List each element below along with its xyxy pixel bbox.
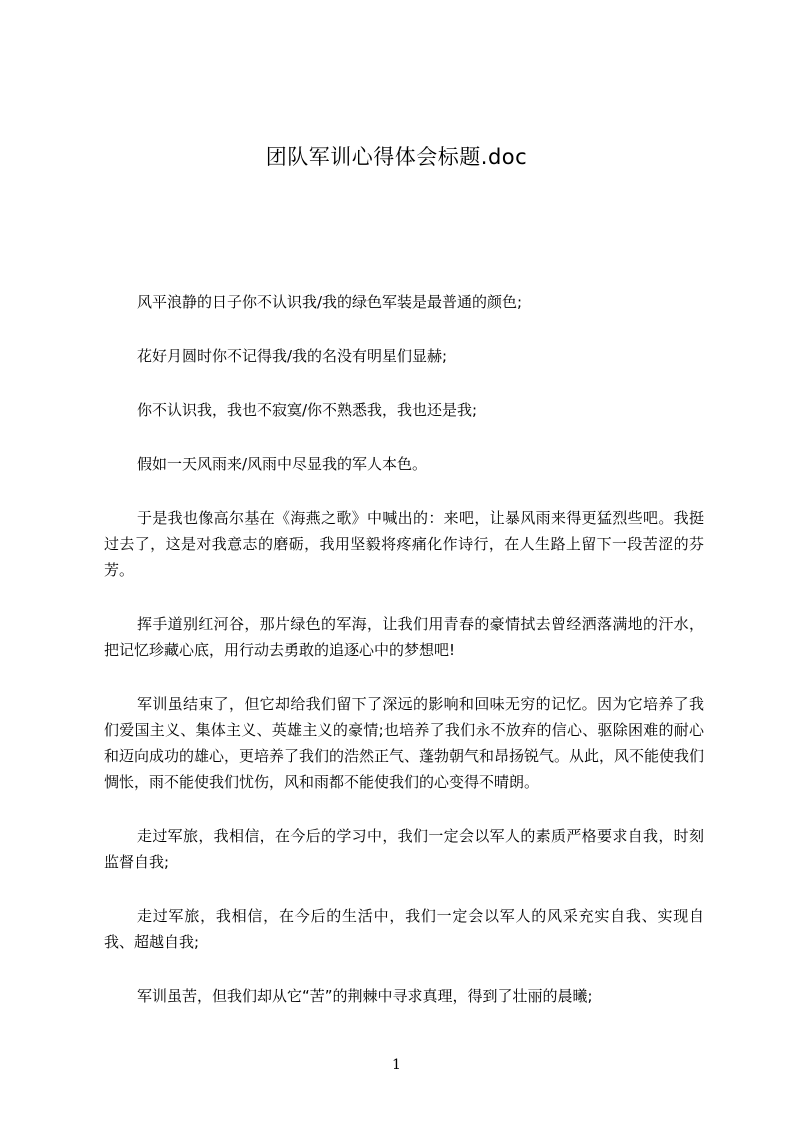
paragraph: 于是我也像高尔基在《海燕之歌》中喊出的：来吧，让暴风雨来得更猛烈些吧。我挺过去了，这是对我意志的磨砺，我用坚毅将疼痛化作诗行，在人生路上留下一段苦涩的芬芳。 (104, 509, 704, 579)
document-body (104, 289, 704, 1037)
document-title: 团队军训心得体会标题.doc (265, 145, 528, 169)
paragraph: 风平浪静的日子你不认识我/我的绿色军装是最普通的颜色; (137, 293, 523, 311)
paragraph: 军训虽结束了，但它却给我们留下了深远的影响和回味无穷的记忆。因为它培养了我们爱国主义、集体主义、英雄主义的豪情;也培养了我们永不放弃的信心、驱除困难的耐心和迈向成功的雄心，更培养了我们的浩然正气、蓬勃朝气和昂扬锐气。从此，风不能使我们惆怅，雨不能使我们忧伤，风和雨都不能使我们的心变得不晴朗。 (104, 695, 705, 791)
paragraph: 挥手道别红河谷，那片绿色的军海，让我们用青春的豪情拭去曾经洒落满地的汗水，把记忆珍藏心底，用行动去勇敢的追逐心中的梦想吧! (104, 615, 704, 659)
paragraph: 假如一天风雨来/风雨中尽显我的军人本色。 (137, 455, 428, 473)
page-number: 1 (392, 1057, 401, 1073)
paragraph: 军训虽苦，但我们却从它“苦”的荆棘中寻求真理，得到了壮丽的晨曦; (137, 987, 593, 1005)
paragraph: 花好月圆时你不记得我/我的名没有明星们显赫; (137, 347, 448, 365)
paragraph: 你不认识我，我也不寂寞/你不熟悉我，我也还是我; (137, 401, 478, 419)
paragraph: 走过军旅，我相信，在今后的生活中，我们一定会以军人的风采充实自我、实现自我、超越自我; (104, 907, 704, 951)
paragraph: 走过军旅，我相信，在今后的学习中，我们一定会以军人的素质严格要求自我，时刻监督自我; (104, 827, 704, 871)
